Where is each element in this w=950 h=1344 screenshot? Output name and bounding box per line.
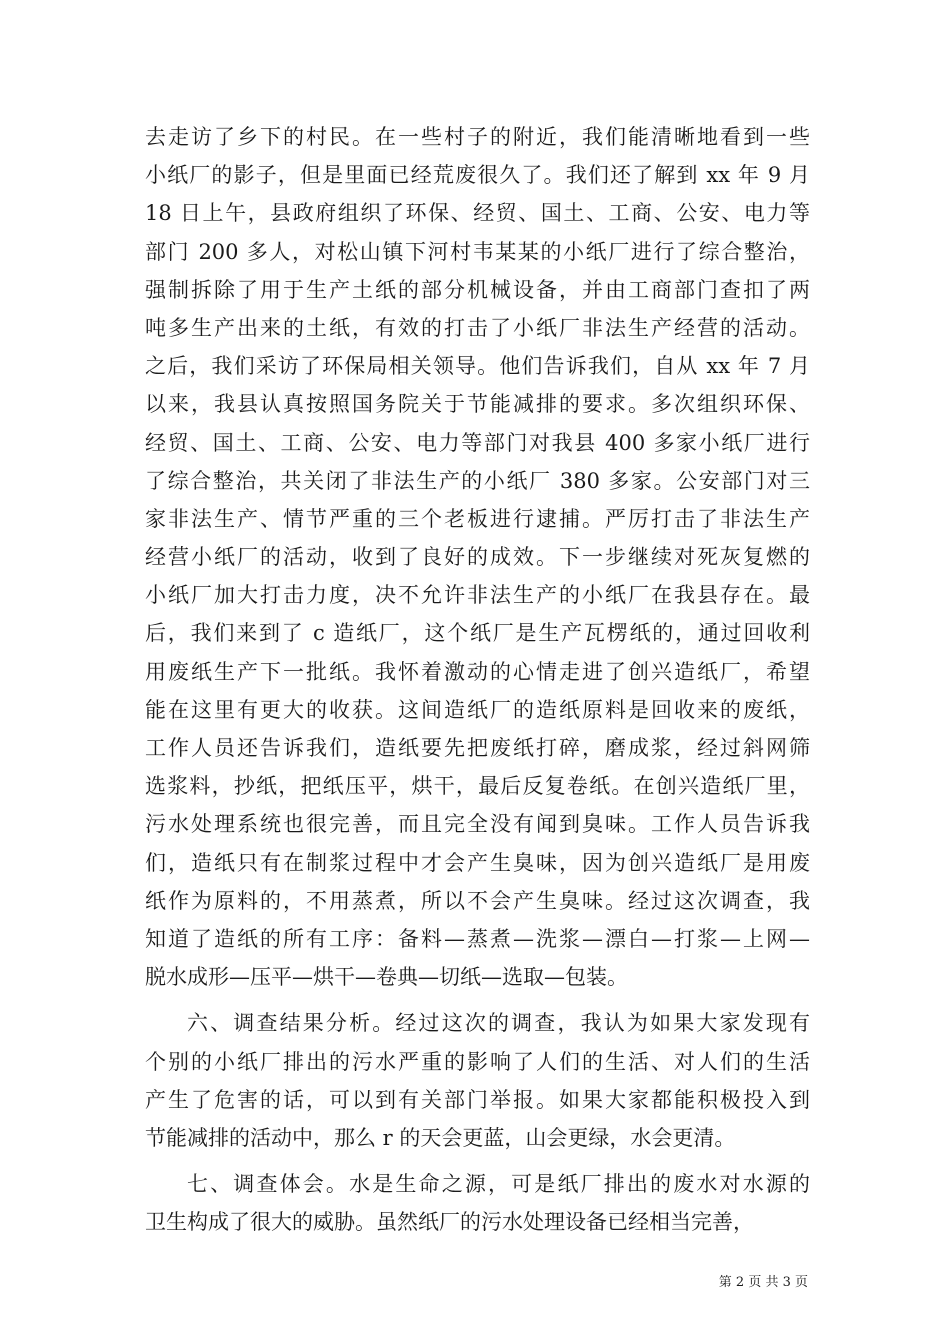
text-line: 后，我们来到了 c 造纸厂，这个纸厂是生产瓦楞纸的，通过回收利 [145, 621, 810, 646]
text-line: 纸作为原料的，不用蒸煮，所以不会产生臭味。经过这次调查，我 [145, 888, 810, 913]
paragraph-gap [145, 1157, 810, 1165]
text-line: 小纸厂的影子，但是里面已经荒废很久了。我们还了解到 xx 年 9 月 [145, 163, 810, 188]
text-line: 了综合整治，共关闭了非法生产的小纸厂 380 多家。公安部门对三 [145, 468, 810, 493]
text-line: 吨多生产出来的土纸，有效的打击了小纸厂非法生产经营的活动。 [145, 315, 810, 340]
text-line: 七、调查体会。水是生命之源，可是纸厂排出的废水对水源的 [187, 1172, 810, 1197]
text-line: 部门 200 多人，对松山镇下河村韦某某的小纸厂进行了综合整治， [145, 239, 810, 264]
text-line: 们，造纸只有在制浆过程中才会产生臭味，因为创兴造纸厂是用废 [145, 850, 810, 875]
text-line: 个别的小纸厂排出的污水严重的影响了人们的生活、对人们的生活 [145, 1049, 810, 1074]
text-line: 六、调查结果分析。经过这次的调查，我认为如果大家发现有 [187, 1011, 810, 1036]
text-line: 以来，我县认真按照国务院关于节能减排的要求。多次组织环保、 [145, 392, 810, 417]
text-line: 产生了危害的话，可以到有关部门举报。如果大家都能积极投入到 [145, 1087, 810, 1112]
text-line: 节能减排的活动中，那么 r 的天会更蓝，山会更绿，水会更清。 [145, 1125, 736, 1150]
text-line: 小纸厂加大打击力度，决不允许非法生产的小纸厂在我县存在。最 [145, 583, 810, 608]
text-line: 经贸、国土、工商、公安、电力等部门对我县 400 多家小纸厂进行 [145, 430, 810, 455]
text-line: 强制拆除了用于生产土纸的部分机械设备，并由工商部门查扣了两 [145, 277, 810, 302]
text-line: 经营小纸厂的活动，收到了良好的成效。下一步继续对死灰复燃的 [145, 545, 810, 570]
text-line: 卫生构成了很大的威胁。虽然纸厂的污水处理设备已经相当完善， [145, 1210, 754, 1235]
body-text [145, 118, 810, 1241]
paragraph [145, 118, 810, 996]
text-line: 家非法生产、情节严重的三个老板进行逮捕。严厉打击了非法生产 [145, 506, 810, 531]
paragraph [145, 1165, 810, 1241]
text-line: 知道了造纸的所有工序：备料—蒸煮—洗浆—漂白—打浆—上网— [145, 926, 810, 951]
text-line: 污水处理系统也很完善，而且完全没有闻到臭味。工作人员告诉我 [145, 812, 810, 837]
text-line: 工作人员还告诉我们，造纸要先把废纸打碎，磨成浆，经过斜网筛 [145, 736, 810, 760]
text-line: 18 日上午，县政府组织了环保、经贸、国土、工商、公安、电力等 [145, 201, 810, 226]
text-line: 去走访了乡下的村民。在一些村子的附近，我们能清晰地看到一些 [145, 125, 810, 149]
text-line: 用废纸生产下一批纸。我怀着激动的心情走进了创兴造纸厂，希望 [145, 659, 810, 684]
text-line: 脱水成形—压平—烘干—卷典—切纸—选取—包装。 [145, 965, 628, 990]
paragraph-gap [145, 996, 810, 1004]
paragraph [145, 1004, 810, 1157]
text-line: 选浆料，抄纸，把纸压平，烘干，最后反复卷纸。在创兴造纸厂里， [145, 774, 810, 799]
text-line: 之后，我们采访了环保局相关领导。他们告诉我们，自从 xx 年 7 月 [145, 354, 810, 379]
page-number-footer: 第 2 页 共 3 页 [718, 1275, 808, 1290]
text-line: 能在这里有更大的收获。这间造纸厂的造纸原料是回收来的废纸， [145, 697, 810, 722]
